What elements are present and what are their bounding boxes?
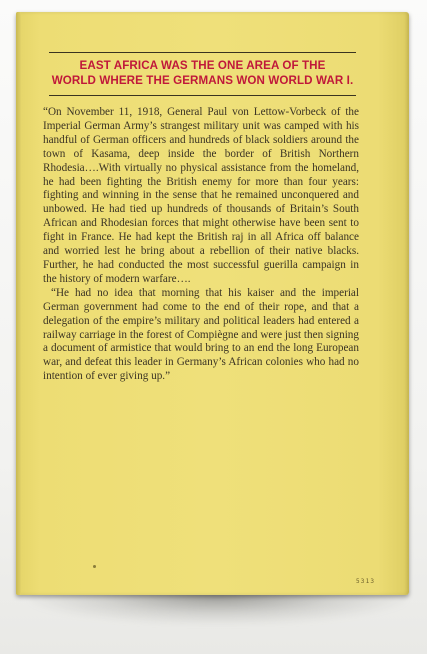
- blurb-paragraph-2: “He had no idea that morning that his kaiser and the imperial German government had come to the end of their rope, and that a delegation of the empire’s military and political leaders had entered a railway carriage in the forest of Compiègne and were just then signing a document of armistice that would bring to an end the long European war, and defeat this leader in Germany’s African colonies who had no intention of ever giving up.”: [43, 286, 359, 383]
- headline-line-2: WORLD WHERE THE GERMANS WON WORLD WAR I.: [51, 74, 354, 87]
- spine-edge: [16, 12, 21, 595]
- cover-speck: [93, 565, 96, 568]
- headline-bottom-rule: [49, 95, 356, 96]
- catalog-code: 5313: [356, 578, 376, 585]
- blurb-paragraph-1: “On November 11, 1918, General Paul von Lettow-Vorbeck of the Imperial German Army’s strangest military unit was camped with his handful of German officers and hundreds of black soldiers around the town of Kasama, deep inside the border of British Northern Rhodesia….With virtually no physical assistance from the homeland, he had been fighting the British enemy for more than four years: fighting and winning in the sense that he remained unconquered and unbowed. He had tied up hundreds of thousands of Britain’s South African and Rhodesian forces that might otherwise have been sent to fight in France. He had kept the British raj in all Africa off balance and worried lest he bring about a rebellion of their native blacks. Further, he had conducted the most successful guerilla campaign in the history of modern warfare….: [43, 106, 359, 285]
- headline: [49, 58, 356, 88]
- blurb-text: [43, 106, 359, 384]
- headline-line-1: EAST AFRICA WAS THE ONE AREA OF THE: [79, 59, 326, 72]
- headline-top-rule: [49, 52, 356, 53]
